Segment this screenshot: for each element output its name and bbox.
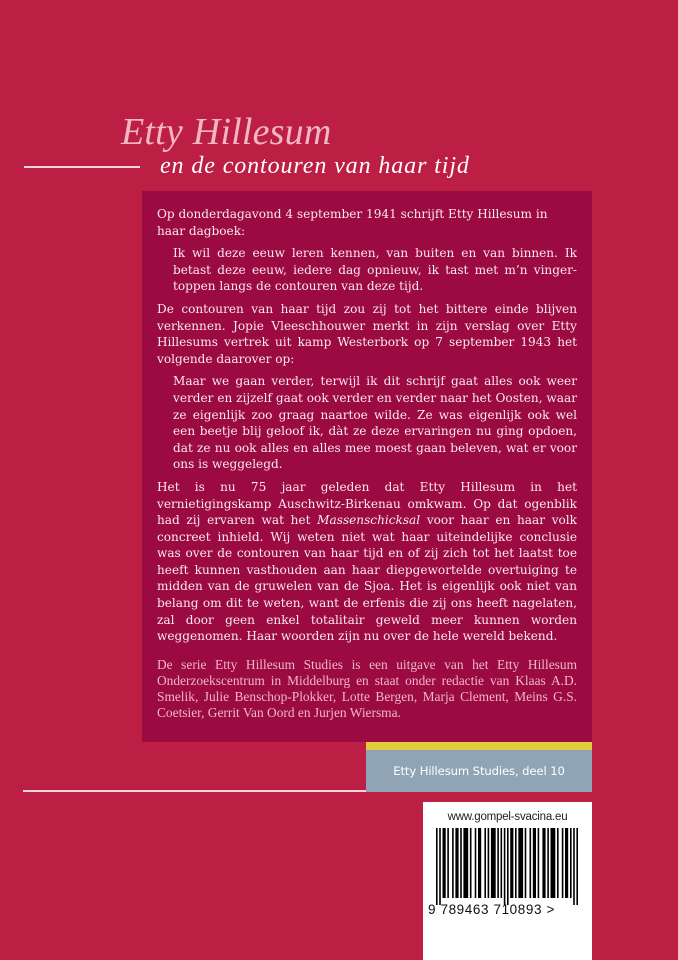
vleeschhouwer-quote: Maar we gaan verder, terwijl ik dit schrijf gaat alles ook weer verder en zijzelf gaat ook verder en verder naar het Oosten, waar ze eigenlijk zoo graag naartoe wilde. Ze was eigenlijk ook wel een beetje blij geloof ik, dàt ze deze ervaringen nu ging opdoen, dat ze nu ook alles en alles mee moest gaan beleven, wat er voor ons is weggelegd. xyxy=(173,374,577,472)
series-accent-stripe xyxy=(366,742,592,750)
massenschicksal-term: Massenschicksal xyxy=(317,513,421,528)
blurb-paragraph-legacy xyxy=(157,479,577,645)
diary-quote: Ik wil deze eeuw leren kennen, van buiten en van binnen. Ik betast deze eeuw, iedere dag opnieuw, ik tast met m’n vingertoppen langs de contouren van deze tijd. xyxy=(173,246,577,294)
book-subtitle: en de contouren van haar tijd xyxy=(160,153,470,179)
series-banner xyxy=(366,742,592,792)
book-title: Etty Hillesum xyxy=(121,111,332,153)
isbn-digits: 9 789463 710893 > xyxy=(428,902,555,917)
barcode-panel xyxy=(423,802,592,960)
legacy-text-start: Het is nu 75 jaar geleden dat Etty Hillesum in het vernietigingskamp Auschwitz-Birkenau omkwam. Op dat ogenblik had zij ervaren wat het xyxy=(157,479,577,528)
barcode-icon xyxy=(436,828,578,905)
blurb-paragraph-contours: De contouren van haar tijd zou zij tot het bittere einde blijven verkennen. Jopie Vleeschhouwer merkt in zijn verslag over Etty Hillesums vertrek uit kamp Westerbork op 7 september 1943 het volgende daarover op: xyxy=(157,301,577,366)
title-divider xyxy=(24,166,140,168)
blurb-panel xyxy=(142,191,592,742)
legacy-text-end: voor haar en haar volk concreet inhield. Wij weten niet wat haar uiteindelijke conclusie was over de contouren van haar tijd en of zij zich tot het laatst toe heeft kunnen vasthouden aan haar diepgewortelde overtuiging te midden van de gruwelen van de Sjoa. Het is eigenlijk ook niet van belang om dit te weten, want de erfenis die zij ons heeft nagelaten, zal door geen enkel totalitair geweld meer kunnen worden weggenomen. Haar woorden zijn nu over de hele wereld bekend. xyxy=(157,513,578,644)
publisher-url: www.gompel-svacina.eu xyxy=(447,811,568,823)
series-label: Etty Hillesum Studies, deel 10 xyxy=(366,750,592,792)
bottom-divider xyxy=(23,790,366,792)
blurb-paragraph-intro: Op donderdagavond 4 september 1941 schrijft Etty Hillesum in haar dagboek: xyxy=(157,207,548,238)
series-editors-note: De serie Etty Hillesum Studies is een uitgave van het Etty Hillesum Onderzoekscentrum in Middelburg en staat onder redactie van Klaas A.D. Smelik, Julie Benschop-Plokker, Lotte Bergen, Marja Clement, Meins G.S. Coetsier, Gerrit Van Oord en Jurjen Wiersma. xyxy=(157,656,577,721)
